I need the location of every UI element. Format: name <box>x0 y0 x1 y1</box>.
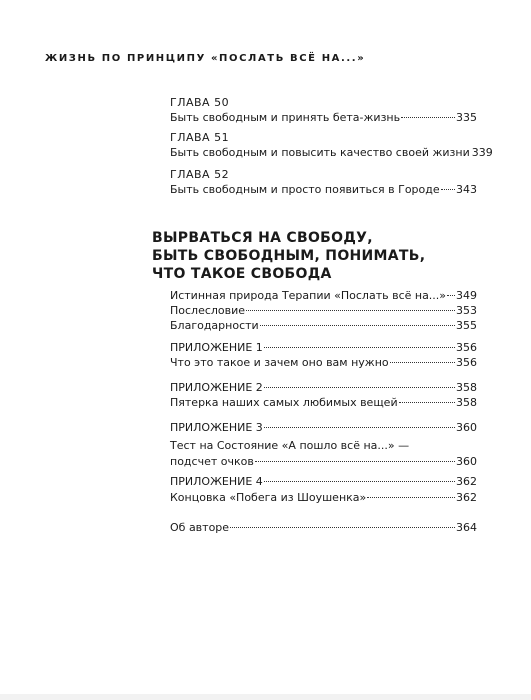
toc-line <box>170 146 493 159</box>
chapter-title: Быть свободным и принять бета-жизнь <box>170 111 401 124</box>
appendix-label-line <box>170 381 477 394</box>
leader-dots <box>399 400 455 403</box>
running-head: ЖИЗНЬ ПО ПРИНЦИПУ «ПОСЛАТЬ ВСЁ НА...» <box>45 53 366 64</box>
appendix-label: ПРИЛОЖЕНИЕ 3 <box>170 421 263 434</box>
appendix-title: Тест на Состояние «А пошло всё на...» — <box>170 439 410 452</box>
appendix-title: подсчет очков <box>170 455 254 468</box>
leader-dots <box>390 360 455 363</box>
page-number: 343 <box>456 183 477 196</box>
entry-title: Послесловие <box>170 304 246 317</box>
chapter-label: ГЛАВА 50 <box>170 96 230 109</box>
toc-entry <box>170 521 477 534</box>
toc-line <box>170 455 477 468</box>
toc-line <box>170 491 477 504</box>
toc-line <box>170 356 477 369</box>
toc-entry[interactable] <box>170 289 477 302</box>
toc-chapter-51[interactable] <box>170 131 493 159</box>
page-number: 360 <box>456 421 477 434</box>
toc-entry[interactable] <box>170 319 477 332</box>
toc-appendix-2[interactable] <box>170 381 477 409</box>
page-number: 356 <box>456 356 477 369</box>
page-number: 360 <box>456 455 477 468</box>
leader-dots <box>255 459 455 462</box>
toc-appendix-3[interactable] <box>170 421 477 468</box>
entry-title: Об авторе <box>170 521 230 534</box>
appendix-title: Что это такое и зачем оно вам нужно <box>170 356 389 369</box>
page-number: 349 <box>456 289 477 302</box>
toc-appendix-1[interactable] <box>170 341 477 369</box>
page-number: 355 <box>456 319 477 332</box>
toc-about[interactable] <box>170 521 477 534</box>
page-number: 335 <box>456 111 477 124</box>
chapter-label: ГЛАВА 51 <box>170 131 230 144</box>
toc-line <box>170 439 477 452</box>
leader-dots <box>367 495 455 498</box>
toc-line <box>170 111 477 124</box>
appendix-label-line <box>170 421 477 434</box>
toc-entries-group <box>170 289 477 332</box>
page-number: 362 <box>456 475 477 488</box>
toc-line <box>170 396 477 409</box>
appendix-label-line <box>170 475 477 488</box>
page-bottom-edge <box>0 694 531 700</box>
leader-dots <box>441 187 455 190</box>
leader-dots <box>264 425 455 428</box>
page-number: 362 <box>456 491 477 504</box>
appendix-title: Пятерка наших самых любимых вещей <box>170 396 398 409</box>
chapter-title: Быть свободным и просто появиться в Городе <box>170 183 440 196</box>
page-number: 358 <box>456 381 477 394</box>
leader-dots <box>264 385 455 388</box>
leader-dots <box>447 293 455 296</box>
section-title-line: БЫТЬ СВОБОДНЫМ, ПОНИМАТЬ, <box>152 248 426 264</box>
toc-chapter-52[interactable] <box>170 168 477 196</box>
leader-dots <box>401 115 455 118</box>
appendix-label: ПРИЛОЖЕНИЕ 4 <box>170 475 263 488</box>
leader-dots <box>230 525 455 528</box>
toc-line <box>170 183 477 196</box>
page-number: 364 <box>456 521 477 534</box>
leader-dots <box>260 323 455 326</box>
section-title <box>152 229 425 283</box>
toc-entry[interactable] <box>170 304 477 317</box>
toc-chapter-50[interactable] <box>170 96 477 124</box>
appendix-label: ПРИЛОЖЕНИЕ 2 <box>170 381 263 394</box>
entry-title: Истинная природа Терапии «Послать всё на...» <box>170 289 447 302</box>
appendix-title: Концовка «Побега из Шоушенка» <box>170 491 367 504</box>
section-title-line: ВЫРВАТЬСЯ НА СВОБОДУ, <box>152 230 373 246</box>
appendix-label-line <box>170 341 477 354</box>
page-number: 353 <box>456 304 477 317</box>
chapter-label: ГЛАВА 52 <box>170 168 230 181</box>
page-number: 356 <box>456 341 477 354</box>
chapter-title: Быть свободным и повысить качество своей жизни <box>170 146 470 159</box>
leader-dots <box>246 308 455 311</box>
entry-title: Благодарности <box>170 319 259 332</box>
leader-dots <box>264 345 455 348</box>
leader-dots <box>264 479 455 482</box>
section-title-line: ЧТО ТАКОЕ СВОБОДА <box>152 266 332 282</box>
page-number: 358 <box>456 396 477 409</box>
toc-appendix-4[interactable] <box>170 475 477 504</box>
appendix-label: ПРИЛОЖЕНИЕ 1 <box>170 341 263 354</box>
page-number: 339 <box>471 146 493 159</box>
